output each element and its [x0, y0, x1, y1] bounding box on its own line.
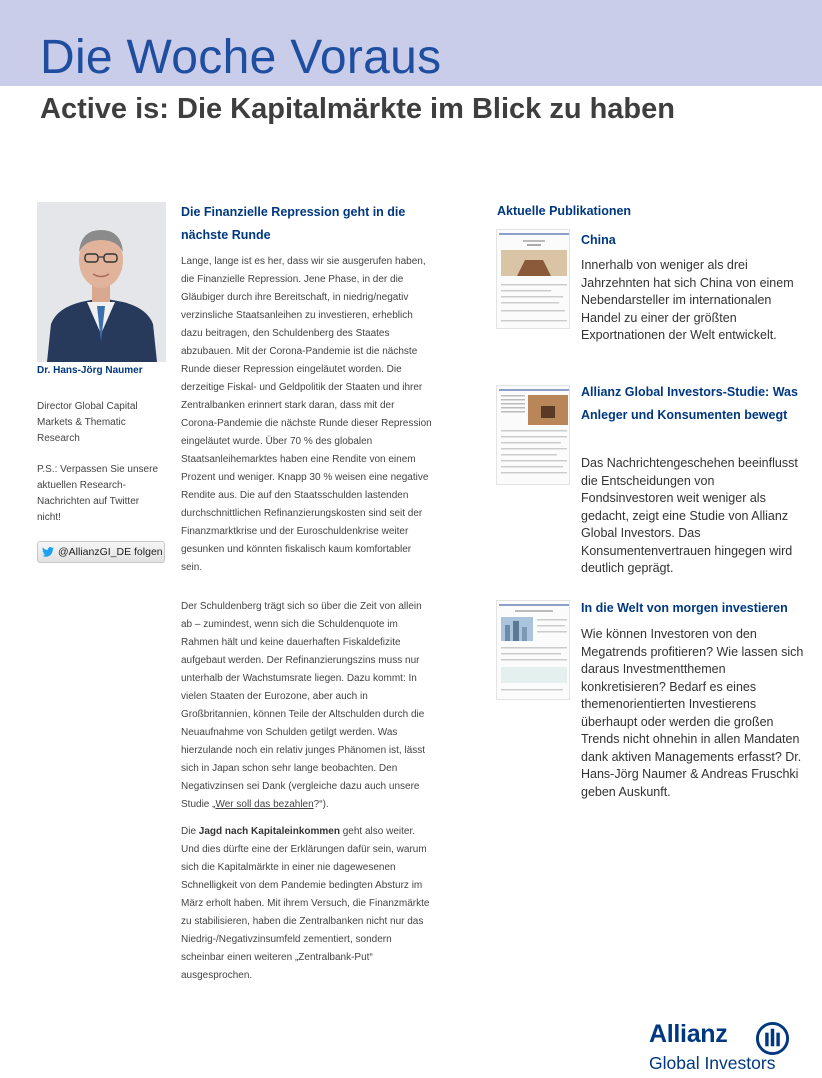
page-subtitle: Active is: Die Kapitalmärkte im Blick zu haben — [40, 93, 675, 125]
author-portrait-image — [37, 202, 166, 362]
page-title: Die Woche Voraus — [40, 31, 442, 84]
twitter-bird-icon — [42, 547, 54, 557]
publication-thumbnail-study[interactable] — [496, 385, 570, 485]
paragraph-3-start: Die — [181, 826, 199, 837]
article-paragraph-3 — [181, 823, 433, 985]
china-cover-image — [497, 230, 570, 329]
publication-thumbnail-china[interactable] — [496, 229, 570, 329]
author-name: Dr. Hans-Jörg Naumer — [37, 365, 143, 376]
paragraph-2-end: ?“). — [313, 799, 329, 810]
publication-text-china: Innerhalb von weniger als drei Jahrzehnten hat sich China von einem Nebendarsteller im internationalen Handel zu einer der größten Exportnationen der Welt entwickelt. — [581, 258, 794, 342]
author-role: Director Global Capital Markets & Thematic Research — [37, 401, 138, 444]
paragraph-2-text: Der Schuldenberg trägt sich so über die Zeit von allein ab – zumindest, wenn sich die Schuldenquote im Rahmen hält und keine dauerhaften Fiskaldefizite aufgebaut werden. Der Refinanzierungszins muss nur unterhalb der Wachstumsrate liegen. Dazu kommt: In vielen Staaten der Eurozone, aber auch in Großbritannien, können Teile der Altschulden durch die Neuaufnahme von Schulden getilgt werden. Was hierzulande noch ein relativ junges Phänomen ist, lässt sich in Japan schon sehr lange beobachten. Den Negativzinsen sei Dank (vergleiche dazu auch unsere Studie „ — [181, 601, 426, 810]
twitter-ps-note: P.S.: Verpassen Sie unsere aktuellen Research-Nachrichten auf Twitter nicht! — [37, 464, 159, 523]
article-paragraph-1: Lange, lange ist es her, dass wir sie ausgerufen haben, die Finanzielle Repression. Jene Phase, in der die Gläubiger durch ihre Bereitschaft, in niedrig/negativ verzinsliche Staatsanleihen zu investieren, erheblich dazu beitragen, den Schuldenberg des Staates abzubauen. Mit der Corona-Pandemie ist die nächste Runde dieser Repression eingeläutet worden. Die derzeitige Fiskal- und Geldpolitik der Staaten und ihrer Zentralbanken erinnert stark daran, dass mit der Corona-Pandemie die nächste Runde dieser Repression eingeläutet wurde. Über 70 % des globalen Staatsanleihemarktes haben eine Rendite von einem Prozent und weniger. Knapp 30 % weisen eine negative Rendite aus. Die auf den Staatsschulden lastenden durchschnittlichen Refinanzierungskosten sind seit der Finanzmarktkrise und der Euroschuldenkrise weiter gesunken und könnten fiskalisch kaum komfortabler sein. — [181, 256, 432, 573]
author-photo — [37, 202, 166, 362]
paragraph-3-rest: geht also weiter. Und dies dürfte eine der Erklärungen dafür sein, warum sich die Kapitalmärkte in einer nie dagewesenen Schnelligkeit von dem Pandemie bedingten Absturz im März erholt haben. Mit ihrem Versuch, die Finanzmärkte zu stabilisieren, haben die Zentralbanken nicht nur das Niedrig-/Negativzinsumfeld zementiert, sondern scheinbar einen weiteren „Zentralbank-Put“ ausgesprochen. — [181, 826, 430, 981]
publications-heading: Aktuelle Publikationen — [497, 204, 632, 218]
paragraph-3-bold: Jagd nach Kapitaleinkommen — [198, 826, 340, 837]
study-link[interactable]: Wer soll das bezahlen — [215, 799, 314, 810]
twitter-follow-label: @AllianzGI_DE folgen — [58, 546, 163, 558]
article-paragraph-2 — [181, 598, 433, 814]
allianz-logo-wordmark: Allianz — [649, 1020, 728, 1048]
article-heading: Die Finanzielle Repression geht in die nächste Runde — [181, 205, 406, 242]
allianz-eagle-icon — [755, 1021, 790, 1056]
twitter-follow-button[interactable] — [37, 541, 165, 563]
megatrends-cover-image — [497, 601, 570, 700]
publication-title-china[interactable]: China — [581, 233, 616, 247]
publication-title-study[interactable]: Allianz Global Investors-Studie: Was Anleger und Konsumenten bewegt — [581, 385, 798, 422]
publication-text-megatrends: Wie können Investoren von den Megatrends profitieren? Wie lassen sich daraus Investmentthemen konkretisieren? Bedarf es eines themenorientierten Investierens überhaupt oder werden die großen Trends nicht ohnehin in allen Mandaten dank aktiven Managements erfasst? Dr. Hans-Jörg Naumer & Andreas Fruschki geben Auskunft. — [581, 627, 804, 799]
publication-title-megatrends[interactable]: In die Welt von morgen investieren — [581, 601, 788, 615]
study-cover-image — [497, 386, 570, 485]
publication-thumbnail-megatrends[interactable] — [496, 600, 570, 700]
publication-text-study: Das Nachrichtengeschehen beeinflusst die Entscheidungen von Fondsinvestoren weit weniger als gedacht, zeigt eine Studie von Allianz Global Investors. Das Konsumentenvertrauen hingegen wird deutlich geprägt. — [581, 456, 798, 575]
allianz-logo-subtitle: Global Investors — [649, 1053, 776, 1073]
